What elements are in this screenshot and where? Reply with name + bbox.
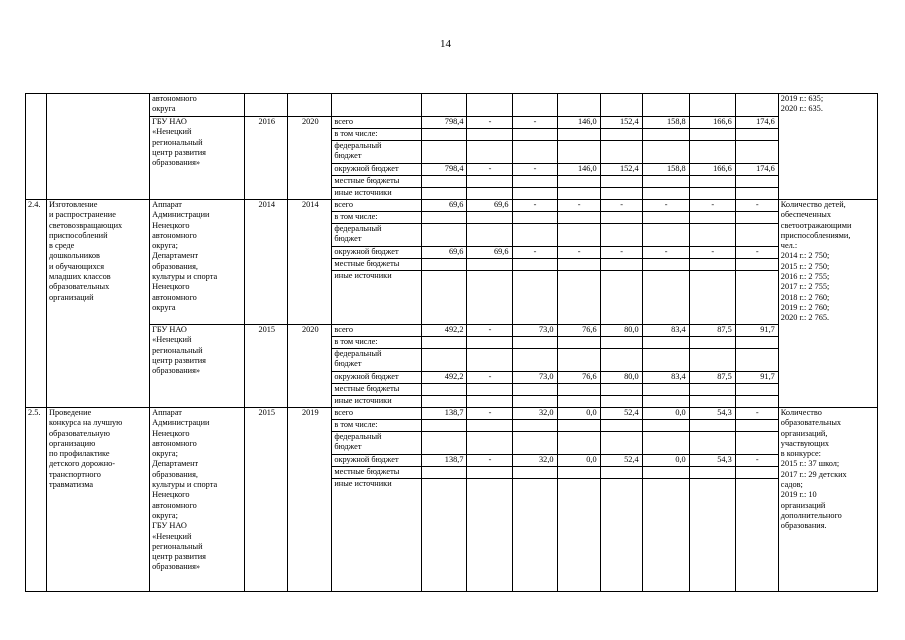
empty-cell <box>735 94 778 117</box>
amount-y2014-cell: - <box>467 117 512 129</box>
amount-y2015-cell <box>512 349 557 372</box>
empty-cell <box>245 94 288 117</box>
start-year-cell: 2016 <box>245 117 288 200</box>
amount-y2014-cell: - <box>467 455 512 467</box>
source-label-cell: иные источники <box>332 188 422 200</box>
item-number-cell: 2.4. <box>26 200 47 408</box>
amount-y2015-cell: - <box>512 247 557 259</box>
amount-y2017-cell <box>600 259 642 271</box>
amount-y2015-cell: - <box>512 164 557 176</box>
amount-y2020-cell <box>735 349 778 372</box>
amount-y2020-cell: 174,6 <box>735 164 778 176</box>
amount-y2019-cell <box>689 420 735 432</box>
amount-total-cell <box>422 224 467 247</box>
amount-y2014-cell: - <box>467 372 512 384</box>
source-label-cell: окружной бюджет <box>332 247 422 259</box>
amount-y2020-cell <box>735 467 778 479</box>
amount-y2020-cell: - <box>735 247 778 259</box>
amount-y2017-cell: - <box>600 247 642 259</box>
source-label-cell: местные бюджеты <box>332 384 422 396</box>
amount-y2018-cell <box>642 212 689 224</box>
amount-y2015-cell <box>512 384 557 396</box>
amount-y2017-cell <box>600 224 642 247</box>
start-year-cell: 2015 <box>245 408 288 592</box>
amount-y2019-cell <box>689 271 735 325</box>
amount-y2020-cell: - <box>735 408 778 420</box>
amount-y2015-cell <box>512 432 557 455</box>
amount-y2018-cell: 0,0 <box>642 455 689 467</box>
amount-total-cell <box>422 176 467 188</box>
amount-y2014-cell <box>467 259 512 271</box>
amount-y2014-cell <box>467 396 512 408</box>
amount-y2020-cell <box>735 141 778 164</box>
amount-y2014-cell: - <box>467 164 512 176</box>
amount-y2020-cell: 174,6 <box>735 117 778 129</box>
amount-total-cell <box>422 479 467 592</box>
item-name-cell: Изготовление и распространение световозвращающих приспособлений в среде дошкольников и обучающихся младших классов образовательных организаций <box>47 200 150 408</box>
amount-y2017-cell: 80,0 <box>600 325 642 337</box>
amount-y2019-cell <box>689 212 735 224</box>
amount-y2015-cell: 73,0 <box>512 325 557 337</box>
amount-y2018-cell: 0,0 <box>642 408 689 420</box>
amount-y2016-cell: - <box>557 200 600 212</box>
amount-y2017-cell: 152,4 <box>600 164 642 176</box>
amount-y2017-cell <box>600 188 642 200</box>
result-cell: Количество детей, обеспеченных светоотражающими приспособлениями, чел.: 2014 г.: 2 750; 2015 г.: 2 750; 2016 г.: 2 755; 2017 г.: 2 755; 2018 г.: 2 760; 2019 г.: 2 760; 2020 г.: 2 765. <box>778 200 877 408</box>
amount-y2020-cell <box>735 259 778 271</box>
amount-y2017-cell <box>600 384 642 396</box>
amount-y2018-cell: 158,8 <box>642 117 689 129</box>
end-year-cell: 2014 <box>288 200 332 325</box>
table-row <box>26 117 878 129</box>
amount-total-cell: 69,6 <box>422 247 467 259</box>
amount-y2014-cell <box>467 141 512 164</box>
amount-y2017-cell: 52,4 <box>600 408 642 420</box>
amount-y2020-cell <box>735 212 778 224</box>
amount-y2018-cell <box>642 337 689 349</box>
amount-y2017-cell <box>600 176 642 188</box>
amount-y2016-cell: 146,0 <box>557 164 600 176</box>
amount-y2019-cell <box>689 337 735 349</box>
amount-y2020-cell <box>735 396 778 408</box>
amount-y2018-cell: - <box>642 200 689 212</box>
amount-y2020-cell <box>735 188 778 200</box>
amount-total-cell <box>422 271 467 325</box>
amount-y2018-cell <box>642 271 689 325</box>
amount-y2015-cell <box>512 479 557 592</box>
amount-y2015-cell: 32,0 <box>512 455 557 467</box>
source-label-cell: федеральный бюджет <box>332 349 422 372</box>
amount-y2014-cell <box>467 212 512 224</box>
amount-y2014-cell <box>467 188 512 200</box>
amount-y2017-cell: 52,4 <box>600 455 642 467</box>
empty-cell <box>288 94 332 117</box>
amount-y2016-cell <box>557 141 600 164</box>
amount-total-cell <box>422 337 467 349</box>
executor-cell: ГБУ НАО «Ненецкий региональный центр развития образования» <box>150 325 245 408</box>
empty-cell <box>512 94 557 117</box>
executor-cell: автономного округа <box>150 94 245 117</box>
amount-y2018-cell <box>642 188 689 200</box>
amount-y2016-cell <box>557 259 600 271</box>
amount-y2019-cell <box>689 432 735 455</box>
empty-cell <box>467 94 512 117</box>
source-label-cell: федеральный бюджет <box>332 141 422 164</box>
source-label-cell: всего <box>332 408 422 420</box>
amount-y2017-cell <box>600 479 642 592</box>
amount-y2016-cell <box>557 349 600 372</box>
amount-y2020-cell <box>735 479 778 592</box>
source-label-cell: всего <box>332 117 422 129</box>
amount-y2014-cell <box>467 349 512 372</box>
source-label-cell: иные источники <box>332 271 422 325</box>
amount-y2019-cell <box>689 396 735 408</box>
amount-y2018-cell: 83,4 <box>642 372 689 384</box>
amount-y2020-cell <box>735 129 778 141</box>
program-table <box>25 93 878 592</box>
amount-total-cell <box>422 420 467 432</box>
amount-total-cell <box>422 129 467 141</box>
amount-y2014-cell <box>467 384 512 396</box>
amount-y2016-cell: 76,6 <box>557 372 600 384</box>
empty-cell <box>689 94 735 117</box>
amount-y2014-cell: - <box>467 325 512 337</box>
page-number: 14 <box>440 38 451 50</box>
amount-y2018-cell: 158,8 <box>642 164 689 176</box>
amount-y2015-cell <box>512 259 557 271</box>
amount-y2019-cell: 87,5 <box>689 325 735 337</box>
source-label-cell: в том числе: <box>332 129 422 141</box>
amount-y2015-cell <box>512 141 557 164</box>
amount-y2015-cell <box>512 420 557 432</box>
executor-cell: Аппарат Администрации Ненецкого автономного округа; Департамент образования, культуры и спорта Ненецкого автономного округа; ГБУ НАО «Ненецкий региональный центр развития образования» <box>150 408 245 592</box>
amount-y2018-cell <box>642 384 689 396</box>
amount-y2016-cell <box>557 479 600 592</box>
amount-total-cell: 798,4 <box>422 164 467 176</box>
source-label-cell: всего <box>332 325 422 337</box>
amount-y2020-cell <box>735 176 778 188</box>
amount-y2020-cell <box>735 420 778 432</box>
amount-y2018-cell: 83,4 <box>642 325 689 337</box>
end-year-cell: 2020 <box>288 325 332 408</box>
item-number-cell: 2.5. <box>26 408 47 592</box>
amount-total-cell <box>422 467 467 479</box>
amount-y2015-cell <box>512 224 557 247</box>
num-cell <box>26 94 47 200</box>
amount-y2017-cell <box>600 271 642 325</box>
amount-y2019-cell <box>689 224 735 247</box>
amount-total-cell: 492,2 <box>422 372 467 384</box>
amount-total-cell <box>422 188 467 200</box>
amount-total-cell: 798,4 <box>422 117 467 129</box>
amount-y2018-cell <box>642 176 689 188</box>
amount-y2020-cell: 91,7 <box>735 372 778 384</box>
table-row <box>26 325 878 337</box>
executor-cell: Аппарат Администрации Ненецкого автономного округа; Департамент образования, культуры и спорта Ненецкого автономного округа <box>150 200 245 325</box>
amount-y2019-cell: 54,3 <box>689 455 735 467</box>
amount-total-cell <box>422 396 467 408</box>
amount-y2017-cell <box>600 420 642 432</box>
amount-y2014-cell <box>467 271 512 325</box>
amount-y2017-cell <box>600 212 642 224</box>
amount-y2019-cell <box>689 129 735 141</box>
start-year-cell: 2014 <box>245 200 288 325</box>
amount-y2020-cell <box>735 432 778 455</box>
executor-cell: ГБУ НАО «Ненецкий региональный центр развития образования» <box>150 117 245 200</box>
amount-y2015-cell: - <box>512 200 557 212</box>
amount-y2018-cell <box>642 259 689 271</box>
empty-cell <box>422 94 467 117</box>
amount-y2019-cell <box>689 141 735 164</box>
amount-y2016-cell: 146,0 <box>557 117 600 129</box>
source-label-cell: иные источники <box>332 396 422 408</box>
amount-y2019-cell: 87,5 <box>689 372 735 384</box>
end-year-cell: 2019 <box>288 408 332 592</box>
result-cell: Количество образовательных организаций, участвующих в конкурсе: 2015 г.: 37 школ; 2017 г.: 29 детских садов; 2019 г.: 10 организаций дополнительного образования. <box>778 408 877 592</box>
amount-y2020-cell: 91,7 <box>735 325 778 337</box>
amount-y2018-cell <box>642 467 689 479</box>
amount-y2014-cell: - <box>467 408 512 420</box>
amount-y2020-cell <box>735 337 778 349</box>
amount-total-cell <box>422 349 467 372</box>
source-label-cell: местные бюджеты <box>332 467 422 479</box>
amount-y2014-cell: 69,6 <box>467 200 512 212</box>
end-year-cell: 2020 <box>288 117 332 200</box>
source-label-cell: федеральный бюджет <box>332 432 422 455</box>
amount-y2015-cell <box>512 337 557 349</box>
amount-y2018-cell <box>642 141 689 164</box>
source-label-cell: окружной бюджет <box>332 372 422 384</box>
source-label-cell: в том числе: <box>332 337 422 349</box>
source-label-cell: окружной бюджет <box>332 455 422 467</box>
source-label-cell: всего <box>332 200 422 212</box>
table-row <box>26 94 878 117</box>
amount-y2019-cell <box>689 176 735 188</box>
source-label-cell: федеральный бюджет <box>332 224 422 247</box>
amount-y2019-cell <box>689 384 735 396</box>
amount-y2019-cell <box>689 349 735 372</box>
amount-y2020-cell <box>735 384 778 396</box>
amount-y2020-cell <box>735 271 778 325</box>
amount-y2014-cell <box>467 176 512 188</box>
source-label-cell: местные бюджеты <box>332 176 422 188</box>
amount-y2014-cell <box>467 129 512 141</box>
amount-y2018-cell <box>642 479 689 592</box>
source-label-cell: в том числе: <box>332 212 422 224</box>
amount-y2014-cell <box>467 467 512 479</box>
empty-cell <box>332 94 422 117</box>
amount-y2016-cell: 76,6 <box>557 325 600 337</box>
amount-y2016-cell <box>557 271 600 325</box>
amount-y2017-cell <box>600 432 642 455</box>
amount-y2015-cell <box>512 129 557 141</box>
amount-total-cell <box>422 212 467 224</box>
amount-y2015-cell <box>512 188 557 200</box>
amount-y2015-cell <box>512 212 557 224</box>
table-row <box>26 200 878 212</box>
amount-y2017-cell: 152,4 <box>600 117 642 129</box>
amount-y2016-cell: 0,0 <box>557 408 600 420</box>
amount-y2014-cell <box>467 432 512 455</box>
result-cell: 2019 г.: 635; 2020 г.: 635. <box>778 94 877 200</box>
amount-total-cell: 138,7 <box>422 455 467 467</box>
amount-y2020-cell <box>735 224 778 247</box>
amount-y2019-cell <box>689 259 735 271</box>
amount-y2016-cell: 0,0 <box>557 455 600 467</box>
amount-total-cell <box>422 259 467 271</box>
amount-y2018-cell <box>642 129 689 141</box>
source-label-cell: окружной бюджет <box>332 164 422 176</box>
amount-y2015-cell: 32,0 <box>512 408 557 420</box>
amount-y2016-cell <box>557 337 600 349</box>
amount-y2015-cell: 73,0 <box>512 372 557 384</box>
amount-total-cell <box>422 141 467 164</box>
source-label-cell: местные бюджеты <box>332 259 422 271</box>
amount-y2016-cell <box>557 432 600 455</box>
amount-y2016-cell <box>557 384 600 396</box>
amount-y2014-cell <box>467 420 512 432</box>
amount-y2016-cell <box>557 420 600 432</box>
amount-y2017-cell <box>600 141 642 164</box>
amount-y2016-cell: - <box>557 247 600 259</box>
amount-y2018-cell <box>642 396 689 408</box>
amount-y2016-cell <box>557 176 600 188</box>
amount-y2016-cell <box>557 129 600 141</box>
amount-y2015-cell <box>512 467 557 479</box>
amount-y2018-cell <box>642 349 689 372</box>
source-label-cell: иные источники <box>332 479 422 592</box>
amount-y2017-cell <box>600 337 642 349</box>
amount-y2017-cell: 80,0 <box>600 372 642 384</box>
amount-y2019-cell <box>689 479 735 592</box>
amount-y2019-cell <box>689 188 735 200</box>
amount-y2015-cell <box>512 271 557 325</box>
amount-y2017-cell: - <box>600 200 642 212</box>
empty-cell <box>642 94 689 117</box>
amount-y2017-cell <box>600 349 642 372</box>
amount-y2017-cell <box>600 129 642 141</box>
amount-total-cell <box>422 432 467 455</box>
amount-y2019-cell: 54,3 <box>689 408 735 420</box>
empty-cell <box>600 94 642 117</box>
amount-y2016-cell <box>557 396 600 408</box>
amount-y2015-cell <box>512 176 557 188</box>
amount-total-cell: 69,6 <box>422 200 467 212</box>
amount-y2016-cell <box>557 212 600 224</box>
amount-y2014-cell <box>467 337 512 349</box>
amount-y2016-cell <box>557 188 600 200</box>
amount-y2015-cell <box>512 396 557 408</box>
amount-y2014-cell <box>467 479 512 592</box>
amount-total-cell: 492,2 <box>422 325 467 337</box>
name-cell <box>47 94 150 200</box>
start-year-cell: 2015 <box>245 325 288 408</box>
amount-y2016-cell <box>557 224 600 247</box>
amount-y2018-cell <box>642 224 689 247</box>
table-row <box>26 408 878 420</box>
amount-y2016-cell <box>557 467 600 479</box>
amount-y2019-cell <box>689 467 735 479</box>
amount-y2020-cell: - <box>735 200 778 212</box>
amount-y2019-cell: 166,6 <box>689 117 735 129</box>
amount-y2020-cell: - <box>735 455 778 467</box>
amount-y2018-cell: - <box>642 247 689 259</box>
empty-cell <box>557 94 600 117</box>
amount-y2019-cell: 166,6 <box>689 164 735 176</box>
amount-y2018-cell <box>642 432 689 455</box>
amount-y2014-cell: 69,6 <box>467 247 512 259</box>
amount-y2017-cell <box>600 396 642 408</box>
amount-y2017-cell <box>600 467 642 479</box>
amount-total-cell <box>422 384 467 396</box>
amount-y2018-cell <box>642 420 689 432</box>
item-name-cell: Проведение конкурса на лучшую образовательную организацию по профилактике детского дорожно- транспортного травматизма <box>47 408 150 592</box>
amount-y2019-cell: - <box>689 200 735 212</box>
amount-y2014-cell <box>467 224 512 247</box>
amount-total-cell: 138,7 <box>422 408 467 420</box>
amount-y2015-cell: - <box>512 117 557 129</box>
amount-y2019-cell: - <box>689 247 735 259</box>
source-label-cell: в том числе: <box>332 420 422 432</box>
